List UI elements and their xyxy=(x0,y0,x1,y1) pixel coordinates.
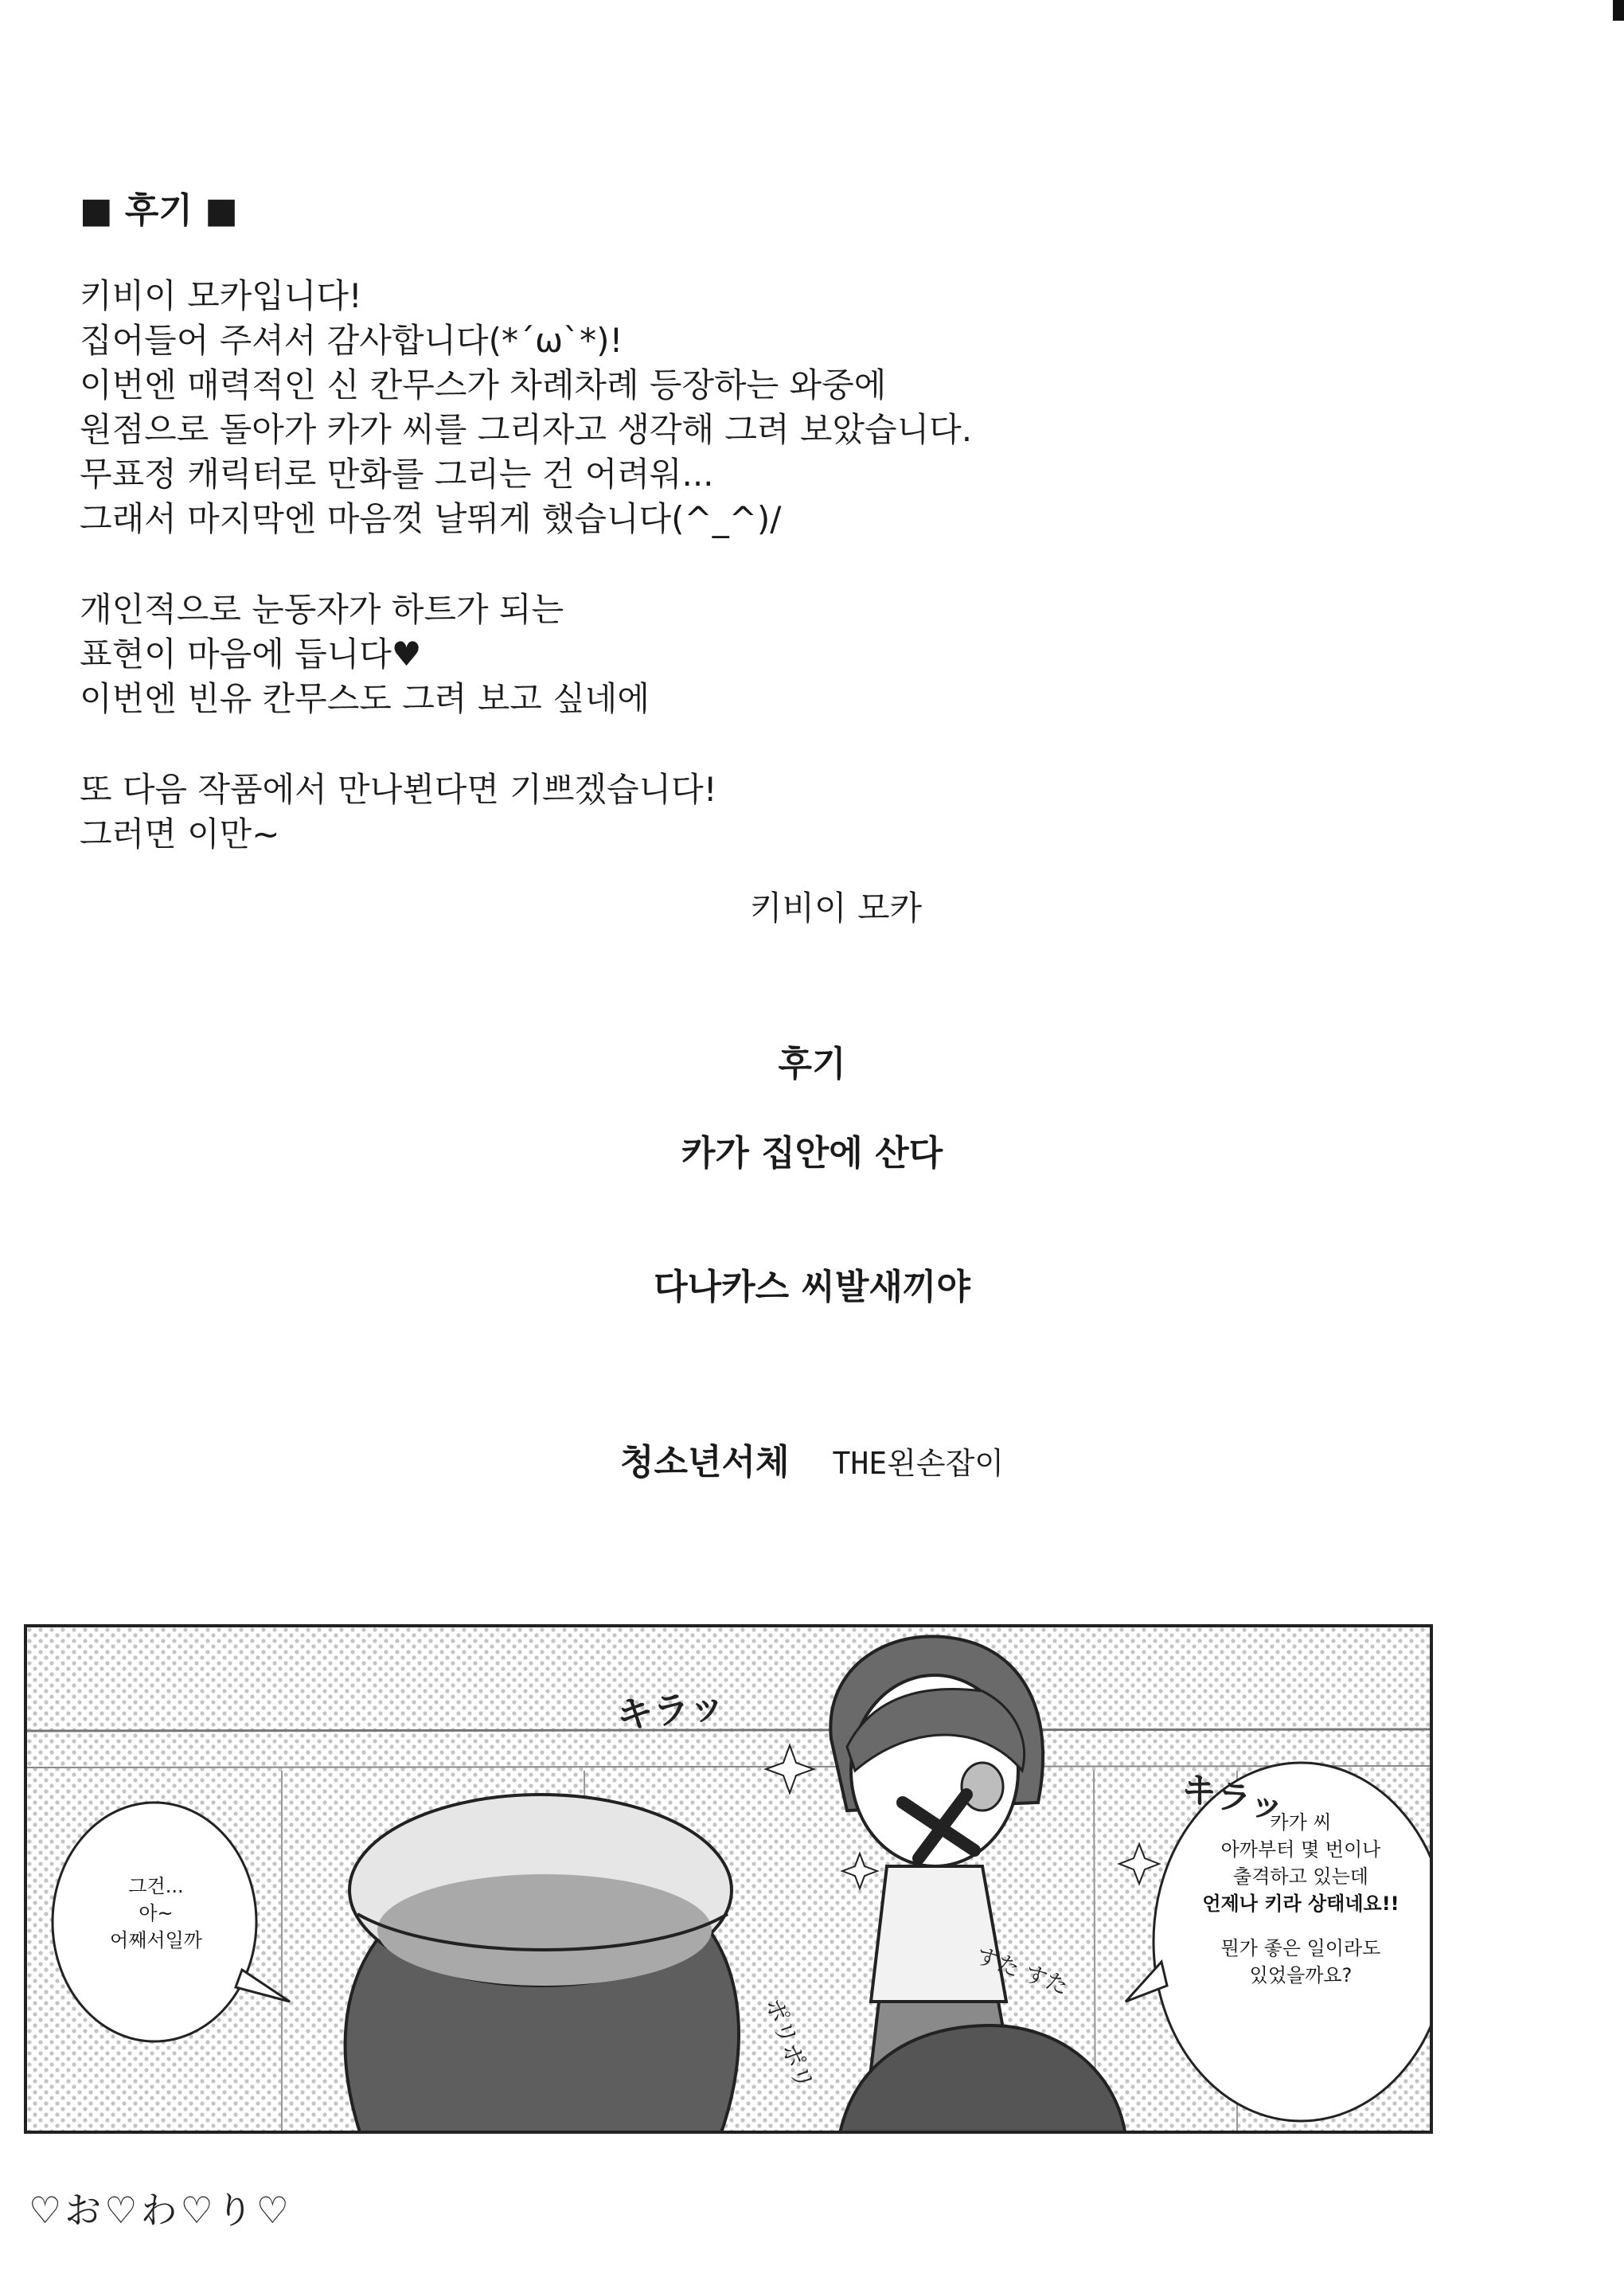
text-line: 또 다음 작품에서 만나뵌다면 기쁘겠습니다! xyxy=(80,770,717,809)
author-signature: 키비이 모카 xyxy=(749,889,923,928)
dialogue-line: 어째서일까 xyxy=(110,1929,202,1951)
sfx-kira-2: キラッ xyxy=(1177,1767,1289,1829)
kaga-eye xyxy=(962,1763,1003,1811)
afterword-section xyxy=(80,182,1513,903)
dialogue-line: 카가 씨 xyxy=(1270,1811,1332,1834)
afterword-paragraph xyxy=(80,274,1513,541)
sfx-kira-1: キラッ xyxy=(614,1682,728,1738)
text-line: 이번엔 매력적인 신 칸무스가 차례차례 등장하는 와중에 xyxy=(80,365,887,404)
credit-typeset-row xyxy=(0,1433,1624,1484)
dialogue-line: 있었을까요? xyxy=(1249,1964,1353,1986)
text-line: 개인적으로 눈동자가 하트가 되는 xyxy=(80,590,564,629)
dialogue-line: 출격하고 있는데 xyxy=(1233,1865,1368,1888)
dialogue-line-bold: 언제나 키라 상태네요!! xyxy=(1202,1893,1400,1915)
sfx-pori: ポリポリ xyxy=(759,1994,818,2094)
afterword-heading: ■ 후기 ■ xyxy=(80,190,238,231)
credit-line: 다나카스 씨발새끼야 xyxy=(654,1267,970,1307)
text-line: 이번엔 빈유 칸무스도 그려 보고 싶네에 xyxy=(80,679,650,718)
dialogue-line: 아~ xyxy=(139,1902,174,1924)
text-line: 표현이 마음에 듭니다♥ xyxy=(80,635,422,674)
text-line: 키비이 모카입니다! xyxy=(80,276,362,315)
afterword-paragraph xyxy=(80,768,1513,857)
comic-panel xyxy=(24,1624,1433,2134)
credit-story: 카가 집안에 산다 xyxy=(681,1133,943,1174)
text-line: 집어들어 주셔서 감사합니다(*´ω`*)! xyxy=(80,321,623,360)
text-line: 원점으로 돌아가 카가 씨를 그리자고 생각해 그려 보았습니다. xyxy=(80,410,973,449)
wall-line xyxy=(27,1729,1433,1731)
dialogue-line: 뭔가 좋은 일이라도 xyxy=(1220,1937,1381,1959)
credit-typeset: 청소년서체 xyxy=(620,1442,790,1482)
headband-shade xyxy=(377,1874,712,1986)
text-line: 그러면 이만~ xyxy=(80,814,280,854)
afterword-paragraph xyxy=(80,588,1513,721)
credit-title: 후기 xyxy=(778,1044,846,1084)
credit-translator: THE왼손잡이 xyxy=(832,1446,1004,1481)
dialogue-line: 아까부터 몇 번이나 xyxy=(1220,1838,1381,1861)
corner-mark xyxy=(1613,0,1624,21)
dialogue-line: 그건... xyxy=(128,1875,184,1897)
text-line: 그래서 마지막엔 마음껏 날뛰게 했습니다(^_^)/ xyxy=(80,499,782,538)
right-bubble-text xyxy=(1181,1809,1420,1989)
kaga-body xyxy=(871,1866,1006,2002)
text-line: 무표정 캐릭터로 만화를 그리는 건 어려워... xyxy=(80,455,714,494)
ending-text: ♡お♡わ♡り♡ xyxy=(29,2189,292,2232)
sfx-suta: すた すた xyxy=(972,1942,1072,2000)
left-bubble-text xyxy=(76,1873,236,1954)
